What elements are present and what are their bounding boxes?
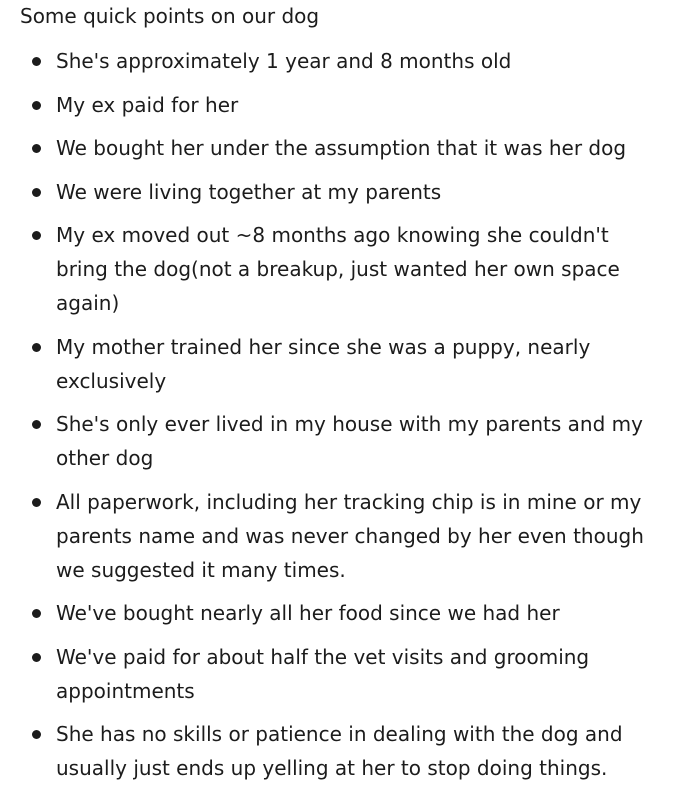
list-item xyxy=(0,640,700,708)
list-item-line: again) xyxy=(56,291,120,315)
list-item-line: We've paid for about half the vet visits and grooming xyxy=(56,644,590,669)
list-item xyxy=(0,407,700,475)
bullet-icon xyxy=(32,144,41,153)
list-item-line: bring the dog(not a breakup, just wanted her own space xyxy=(56,257,620,281)
list-item xyxy=(0,44,700,78)
bullet-icon xyxy=(32,231,41,240)
list-item-line: She's only ever lived in my house with my parents and my xyxy=(56,412,643,436)
list-item-line: We've bought nearly all her food since we had her xyxy=(56,601,560,625)
bullet-icon xyxy=(32,653,41,662)
bullet-icon xyxy=(32,57,41,66)
intro-text: Some quick points on our dog xyxy=(20,4,320,28)
list-item-line: appointments xyxy=(56,678,195,703)
list-item-line: We were living together at my parents xyxy=(56,179,442,204)
list-item-line: usually just ends up yelling at her to stop doing things. xyxy=(56,756,608,780)
list-item-line: We bought her under the assumption that it was her dog xyxy=(56,136,627,160)
list-item xyxy=(0,485,700,587)
list-item-line: She's approximately 1 year and 8 months old xyxy=(56,49,512,73)
list-item-line: My mother trained her since she was a puppy, nearly xyxy=(56,334,591,359)
bullet-icon xyxy=(32,420,41,429)
list-item xyxy=(0,717,700,785)
list-item xyxy=(0,175,700,209)
list-item-line: other dog xyxy=(56,446,154,470)
list-item-line: parents name and was never changed by her even though xyxy=(56,523,644,548)
bullet-icon xyxy=(32,188,41,197)
list-item-line: My ex paid for her xyxy=(56,92,239,117)
list-item-line: All paperwork, including her tracking chip is in mine or my xyxy=(56,489,642,514)
bullet-icon xyxy=(32,730,41,739)
bullet-icon xyxy=(32,343,41,352)
list-item-line: My ex moved out ~8 months ago knowing she couldn't xyxy=(56,223,609,247)
list-item-line: exclusively xyxy=(56,368,167,393)
list-item xyxy=(0,218,700,320)
list-item xyxy=(0,596,700,630)
bullet-icon xyxy=(32,101,41,110)
list-item xyxy=(0,88,700,122)
bullet-list xyxy=(0,44,700,795)
list-item xyxy=(0,131,700,165)
bullet-icon xyxy=(32,498,41,507)
list-item-line: we suggested it many times. xyxy=(56,557,346,582)
list-item-line: She has no skills or patience in dealing with the dog and xyxy=(56,722,623,746)
bullet-icon xyxy=(32,609,41,618)
list-item xyxy=(0,330,700,398)
